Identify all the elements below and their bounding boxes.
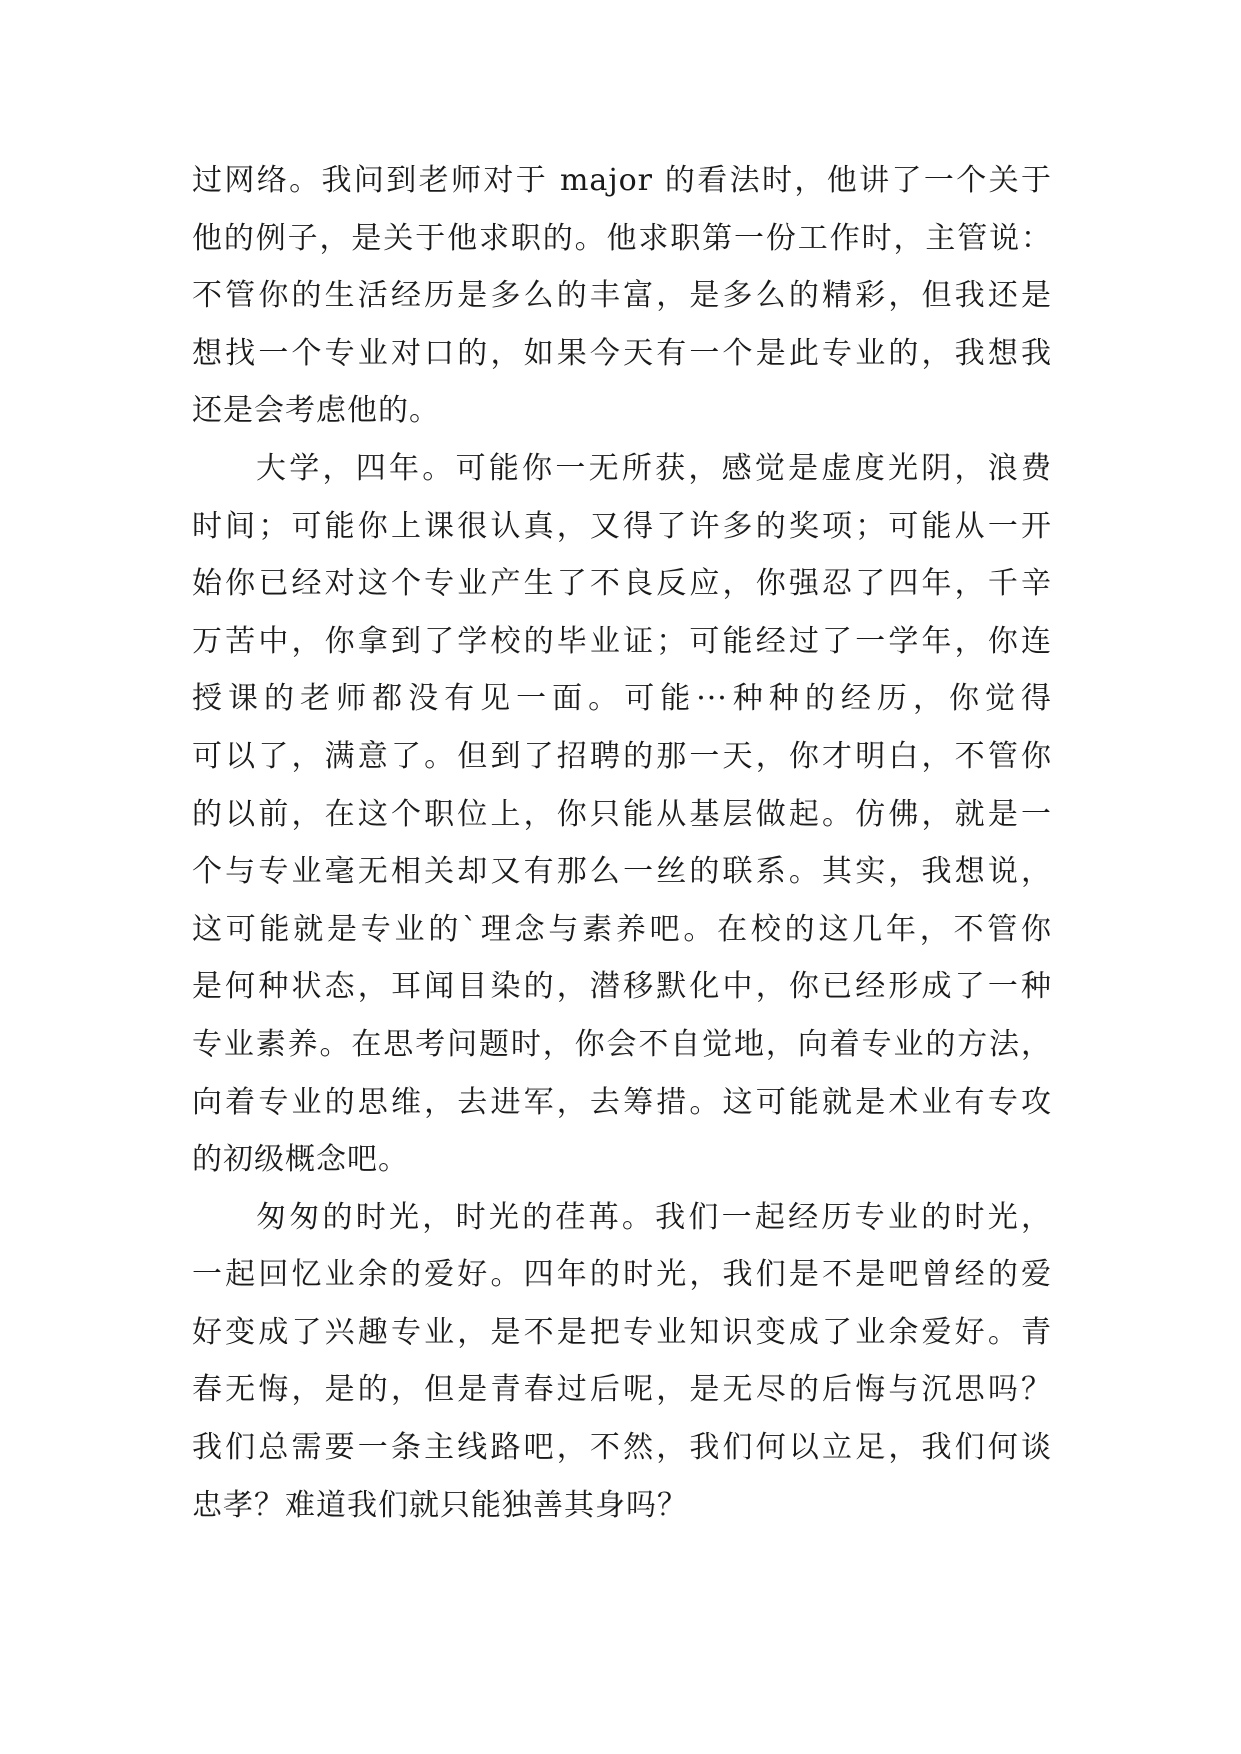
paragraph-3 — [192, 1189, 1052, 1535]
text-line: 大学，四年。可能你一无所获，感觉是虚度光阴，浪费 — [256, 450, 1052, 486]
text-line: 一起回忆业余的爱好。四年的时光，我们是不是吧曾经的爱 — [192, 1257, 1052, 1293]
text-line: 这可能就是专业的`理念与素养吧。在校的这几年，不管你 — [192, 911, 1052, 947]
text-line: 授课的老师都没有见一面。可能···种种的经历，你觉得 — [192, 681, 1052, 717]
text-line: 专业素养。在思考问题时，你会不自觉地，向着专业的方法， — [192, 1026, 1052, 1062]
text-line: 还是会考虑他的。 — [192, 393, 440, 429]
text-line: 的初级概念吧。 — [192, 1142, 409, 1178]
text-line: 个与专业毫无相关却又有那么一丝的联系。其实，我想说， — [192, 854, 1052, 890]
text-line: 不管你的生活经历是多么的丰富，是多么的精彩，但我还是 — [192, 278, 1052, 314]
text-line: 向着专业的思维，去进军，去筹措。这可能就是术业有专攻 — [192, 1084, 1052, 1120]
text-line: 万苦中，你拿到了学校的毕业证；可能经过了一学年，你连 — [192, 623, 1052, 659]
text-line: 可以了，满意了。但到了招聘的那一天，你才明白，不管你 — [192, 738, 1052, 774]
text-line: 他的例子，是关于他求职的。他求职第一份工作时，主管说： — [192, 220, 1052, 256]
text-line: 想找一个专业对口的，如果今天有一个是此专业的，我想我 — [192, 335, 1052, 371]
text-line: 好变成了兴趣专业，是不是把专业知识变成了业余爱好。青 — [192, 1314, 1052, 1350]
text-line: 我们总需要一条主线路吧，不然，我们何以立足，我们何谈 — [192, 1430, 1052, 1466]
body-text — [192, 152, 1052, 1534]
paragraph-1 — [192, 152, 1052, 440]
text-line: 是何种状态，耳闻目染的，潜移默化中，你已经形成了一种 — [192, 969, 1052, 1005]
text-line: 的以前，在这个职位上，你只能从基层做起。仿佛，就是一 — [192, 796, 1052, 832]
text-line: 始你已经对这个专业产生了不良反应，你强忍了四年，千辛 — [192, 566, 1052, 602]
paragraph-2 — [192, 440, 1052, 1189]
text-line: 时间；可能你上课很认真，又得了许多的奖项；可能从一开 — [192, 508, 1052, 544]
text-line: 过网络。我问到老师对于 major 的看法时，他讲了一个关于 — [192, 163, 1052, 198]
text-line: 忠孝？难道我们就只能独善其身吗？ — [192, 1487, 688, 1523]
text-line: 春无悔，是的，但是青春过后呢，是无尽的后悔与沉思吗？ — [192, 1372, 1052, 1408]
text-line: 匆匆的时光，时光的荏苒。我们一起经历专业的时光， — [256, 1199, 1052, 1235]
